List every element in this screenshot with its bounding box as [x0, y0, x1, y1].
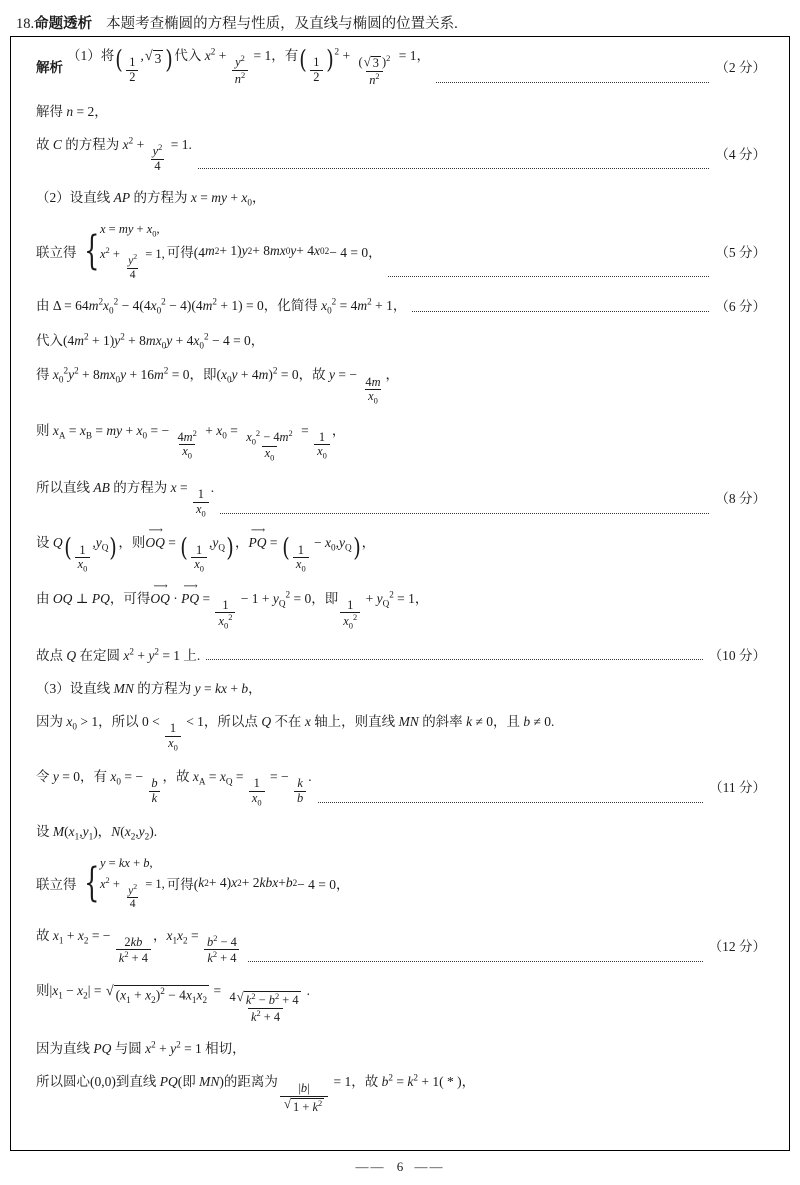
- score-2: （4 分）: [715, 147, 766, 163]
- solution-line-3-math: 故 C 的方程为 $x^2$ + $\frac{y^2}{4}$ = 1.: [36, 135, 192, 173]
- solution-line-16-math: 令 y = 0，有 $x_0$ = − $\frac{b}{k}$ ，故 $x_A = x_Q$ = $\frac{1}{x_0}$ = − $\frac{k}{b}$ .: [36, 769, 312, 808]
- solution-line-14: [36, 677, 766, 697]
- footer-dash-left: ——: [355, 1159, 386, 1174]
- header-rule: [10, 36, 790, 37]
- leader-dots-5: [220, 513, 709, 514]
- solution-line-1-math: （1）将( $\frac{1}{2}$ , √ 3 )代入 $x^2$ + $\frac{y^2}{n^2}$ = 1，有( $\frac{1}{2}$ )$^2$ + ( √ 3 )$^2$ $n^2$ = 1，: [67, 45, 430, 87]
- solution-line-5: [36, 221, 766, 281]
- leader-dots-7: [318, 802, 704, 803]
- solution-line-15-math: 因为 $x_0 > 1$，所以 0 < $\frac{1}{x_0}$ < 1，所以点 Q 不在 x 轴上，则直线 MN 的斜率 k ≠ 0，且 b ≠ 0.: [36, 713, 555, 752]
- solution-line-18: [36, 855, 766, 911]
- solution-line-8: [36, 363, 766, 405]
- solution-line-16: [36, 765, 766, 807]
- left-border-rule: [10, 36, 11, 1151]
- score-5: （8 分）: [715, 491, 766, 507]
- leader-dots-4: [412, 311, 709, 312]
- solution-line-7: [36, 329, 766, 351]
- solution-line-2: [36, 100, 766, 120]
- solution-line-12: [36, 580, 766, 631]
- solution-line-13-math: 故点 Q 在定圆 $x^2 + y^2 = 1$ 上.: [36, 646, 201, 663]
- solution-line-8-math: 得 $x_0^2y^2 + 8mx_0y + 16m^2 = 0$，即$(x_0y + 4m)^2 = 0$，故 y = − $\frac{4m}{x_0}$ ，: [36, 365, 400, 406]
- question-description: 本题考查椭圆的方程与性质，及直线与椭圆的位置关系.: [106, 16, 458, 32]
- solution-line-9-math: 则 $x_A = x_B$ = my + $x_0$ = − $\frac{4m^2}{x_0}$ + $x_0$ = $\frac{x_0^2 - 4m^2}{x_0}$ = $\frac{1}{x_0}$ ，: [36, 422, 346, 463]
- question-number: 18.: [16, 16, 35, 32]
- solution-body: [36, 44, 766, 1114]
- solution-line-9: [36, 419, 766, 463]
- solution-line-10: [36, 476, 766, 518]
- solution-line-14-math: （3）设直线 MN 的方程为 y = kx + b，: [36, 680, 262, 696]
- leader-dots-2: [198, 168, 710, 169]
- solution-line-21: [36, 1037, 766, 1057]
- solution-line-11: [36, 525, 766, 574]
- footer-dash-right: ——: [414, 1159, 445, 1174]
- solution-line-17-math: 设 $M(x_1,y_1)$，$N(x_2,y_2)$.: [36, 824, 158, 843]
- question-title: [16, 14, 774, 34]
- solution-line-22-math: 所以圆心(0,0)到直线 PQ(即 MN)的距离为 |b| √ $1 + k^2$ = 1，故 $b^2 = k^2 + 1$( * )，: [36, 1072, 476, 1114]
- score-7: （11 分）: [709, 780, 766, 796]
- solution-line-21-math: 因为直线 PQ 与圆 $x^2 + y^2 = 1$ 相切，: [36, 1039, 246, 1057]
- solution-line-20: [36, 979, 766, 1024]
- solution-line-19: [36, 924, 766, 966]
- score-6: （10 分）: [708, 647, 766, 663]
- right-border-rule: [789, 36, 790, 1151]
- solution-line-2-math: 解得 n = 2，: [36, 104, 108, 120]
- solution-line-18-math: 联立得 { y = kx + b, $x^2$ + $\frac{y^2}{4}$ = 1, 可得( k 2 + 4) x 2 + 2 kbx + b 2 − 4 = 0，: [36, 856, 350, 911]
- leader-dots-8: [248, 961, 703, 962]
- footer-rule: [10, 1150, 790, 1151]
- solution-line-7-math: 代入$(4m^2 + 1)y^2 + 8mx_0y + 4x_0^2 - 4 = 0$，: [36, 331, 265, 351]
- solution-line-13: [36, 644, 766, 664]
- solution-line-1: [36, 44, 766, 87]
- score-1: （2 分）: [715, 59, 766, 75]
- solution-line-22: [36, 1070, 766, 1114]
- score-3: （5 分）: [715, 244, 766, 260]
- solution-line-5-math: 联立得 { x = my + $x_0$, $x^2$ + $\frac{y^2}{4}$ = 1, 可得(4 m 2 + 1) y 2 + 8 mx 0 y + 4 x 0 2 − 4 = 0，: [36, 221, 382, 281]
- solution-line-12-math: 由 OQ ⊥ PQ，可得 ⟶ OQ · ⟶ PQ = $\frac{1}{x_0^2}$ − $1 + y_Q^2 = 0$，即 $\frac{1}{x_0^2}$ + $y_Q^2 = 1$，: [36, 580, 429, 631]
- solution-label: 解析: [36, 59, 63, 75]
- solution-line-3: [36, 133, 766, 173]
- score-8: （12 分）: [708, 938, 766, 954]
- leader-dots-3: [388, 276, 710, 277]
- solution-line-4-math: （2）设直线 AP 的方程为 x = my + $x_0$，: [36, 190, 266, 208]
- solution-line-15: [36, 710, 766, 752]
- solution-line-6: [36, 294, 766, 316]
- solution-line-11-math: 设 Q( $\frac{1}{x_0}$ $,y_Q$)，则 ⟶ OQ = ( $\frac{1}{x_0}$ $,y_Q$)， ⟶ PQ = ( $\frac{1}{x_0}$ − $x_0,y_Q$)，: [36, 525, 376, 574]
- solution-line-6-math: 由 $\Delta = 64m^2x_0^2 - 4(4x_0^2 - 4)(4m^2 + 1) = 0$，化简得 $x_0^2 = 4m^2 + 1$，: [36, 296, 407, 316]
- solution-line-4: [36, 186, 766, 208]
- page-number: 6: [396, 1159, 404, 1174]
- page-footer: [0, 1159, 800, 1175]
- solution-line-10-math: 所以直线 AB 的方程为 x = $\frac{1}{x_0}$ .: [36, 480, 215, 519]
- question-tag: 命题透析: [34, 16, 93, 32]
- score-4: （6 分）: [715, 298, 766, 314]
- solution-line-17: [36, 820, 766, 842]
- solution-line-19-math: 故 $x_1 + x_2$ = − $\frac{2kb}{k^2 + 4}$ ，$x_1x_2$ = $\frac{b^2 - 4}{k^2 + 4}$: [36, 924, 242, 966]
- leader-dots-1: [436, 82, 709, 83]
- leader-dots-6: [206, 659, 702, 660]
- solution-line-20-math: 则$|x_1 - x_2|$ = √ $(x_1 + x_2)^2 - 4x_1x_2$ = 4 √ $k^2 - b^2 + 4$ $k^2 + 4$ .: [36, 982, 310, 1024]
